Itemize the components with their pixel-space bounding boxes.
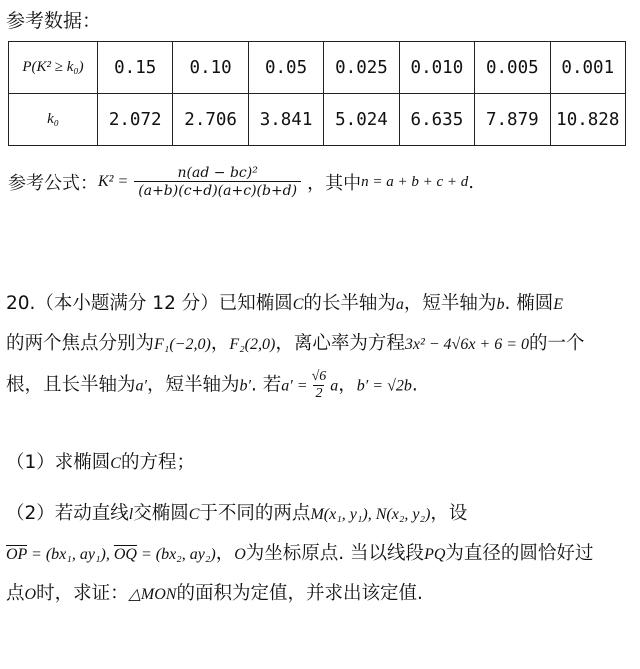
table-header-probability: P(K² ≥ k₀)	[9, 42, 98, 94]
table-cell: 0.005	[475, 42, 550, 94]
table-cell: 0.001	[550, 42, 625, 94]
formula-lhs: K² =	[98, 173, 129, 190]
table-row-critical-value	[9, 94, 626, 146]
table-row-probability	[9, 42, 626, 94]
math-symbol: b′	[239, 377, 252, 395]
vector-op: $\overline{OP}$	[6, 546, 28, 563]
formula-numerator: n(ad − bc)²	[177, 165, 258, 181]
problem-text: （2）若动直线	[6, 503, 129, 524]
problem-text: ，离心率为方程	[275, 333, 405, 354]
chi-square-critical-value-table	[8, 41, 626, 146]
table-cell: 0.025	[324, 42, 399, 94]
math-expression: = (bx₂, ay₂)	[136, 546, 216, 563]
math-symbol: a′	[135, 377, 148, 395]
math-symbol: E	[553, 296, 563, 313]
problem-text: ，	[210, 333, 230, 354]
formula-end: .	[468, 171, 474, 193]
math-symbol: a	[330, 377, 339, 395]
problem-line-1	[6, 289, 563, 315]
problem-text: 为直径的圆恰好过	[445, 543, 594, 564]
problem-line-3	[6, 369, 418, 402]
problem-text: ，短半轴为	[403, 293, 497, 314]
problem-text: ，	[338, 374, 357, 396]
reference-formula	[8, 165, 474, 199]
fraction-denominator: 2	[315, 386, 323, 401]
problem-text: . 若	[251, 374, 282, 396]
problem-text: 交椭圆	[133, 503, 189, 524]
problem-text: 的两个焦点分别为	[6, 333, 155, 354]
problem-text: .	[411, 374, 418, 396]
formula-denominator: (a+b)(c+d)(a+c)(b+d)	[134, 181, 301, 199]
formula-tail-math: n = a + b + c + d	[361, 173, 469, 190]
math-expression: 3x² − 4√6x + 6 = 0	[404, 336, 530, 353]
problem-text: 的方程；	[120, 452, 195, 473]
table-cell: 5.024	[324, 94, 399, 146]
problem-text: 点	[6, 583, 25, 604]
problem-text: 的一个	[529, 333, 585, 354]
problem-text: 于不同的两点	[199, 503, 311, 524]
problem-text: 时，求证：	[36, 583, 129, 604]
table-cell: 0.05	[248, 42, 323, 94]
subquestion-2-line-2	[6, 539, 593, 565]
table-cell: 0.15	[98, 42, 173, 94]
formula-tail-text: ，其中	[307, 173, 362, 194]
table-cell: 2.072	[98, 94, 173, 146]
fraction-numerator: √6	[311, 369, 327, 384]
table-cell: 0.010	[399, 42, 474, 94]
math-expression: b′ = √2b	[356, 377, 412, 395]
math-symbol: C	[292, 296, 304, 313]
math-expression: F₁(−2,0)	[154, 336, 211, 353]
table-cell: 3.841	[248, 94, 323, 146]
subquestion-2-line-3	[6, 579, 423, 605]
math-symbol: C	[188, 506, 200, 523]
table-cell: 7.879	[475, 94, 550, 146]
subquestion-1	[6, 448, 195, 474]
problem-text: 根，且长半轴为	[6, 374, 136, 396]
math-symbol: a	[395, 296, 404, 313]
formula-fraction	[134, 165, 301, 199]
math-expression: = (bx₁, ay₁),	[27, 546, 114, 563]
math-symbol: b	[496, 296, 505, 313]
math-expression: M(x₁, y₁), N(x₂, y₂)	[310, 506, 431, 523]
math-expression: a′ =	[281, 377, 308, 395]
table-cell: 10.828	[550, 94, 625, 146]
math-symbol: O	[234, 546, 246, 563]
reference-heading: 参考数据：	[6, 10, 102, 32]
problem-text: ，	[215, 543, 235, 564]
math-symbol: l	[128, 506, 134, 523]
subquestion-2-line-1	[6, 499, 467, 525]
table-header-k0: k₀	[9, 94, 98, 146]
math-fraction	[310, 369, 329, 402]
problem-text: 的长半轴为	[303, 293, 396, 314]
math-expression: F₂(2,0)	[229, 336, 276, 353]
math-expression: △MON	[128, 586, 177, 603]
vector-oq: $\overline{OQ}$	[113, 546, 137, 563]
math-symbol: C	[110, 455, 121, 472]
problem-line-2	[6, 329, 585, 355]
problem-text: 20.（本小题满分 12 分）已知椭圆	[6, 293, 293, 314]
problem-text: 为坐标原点. 当以线段	[245, 543, 425, 564]
formula-label: 参考公式：	[8, 173, 98, 194]
problem-text: . 椭圆	[504, 293, 554, 314]
table-cell: 2.706	[173, 94, 248, 146]
math-symbol: PQ	[424, 546, 446, 563]
table-cell: 0.10	[173, 42, 248, 94]
math-symbol: O	[24, 586, 37, 603]
table-cell: 6.635	[399, 94, 474, 146]
problem-text: （1）求椭圆	[6, 452, 111, 473]
problem-text: ，设	[430, 503, 468, 524]
problem-text: 的面积为定值，并求出该定值.	[176, 583, 423, 604]
problem-text: ，短半轴为	[147, 374, 240, 396]
